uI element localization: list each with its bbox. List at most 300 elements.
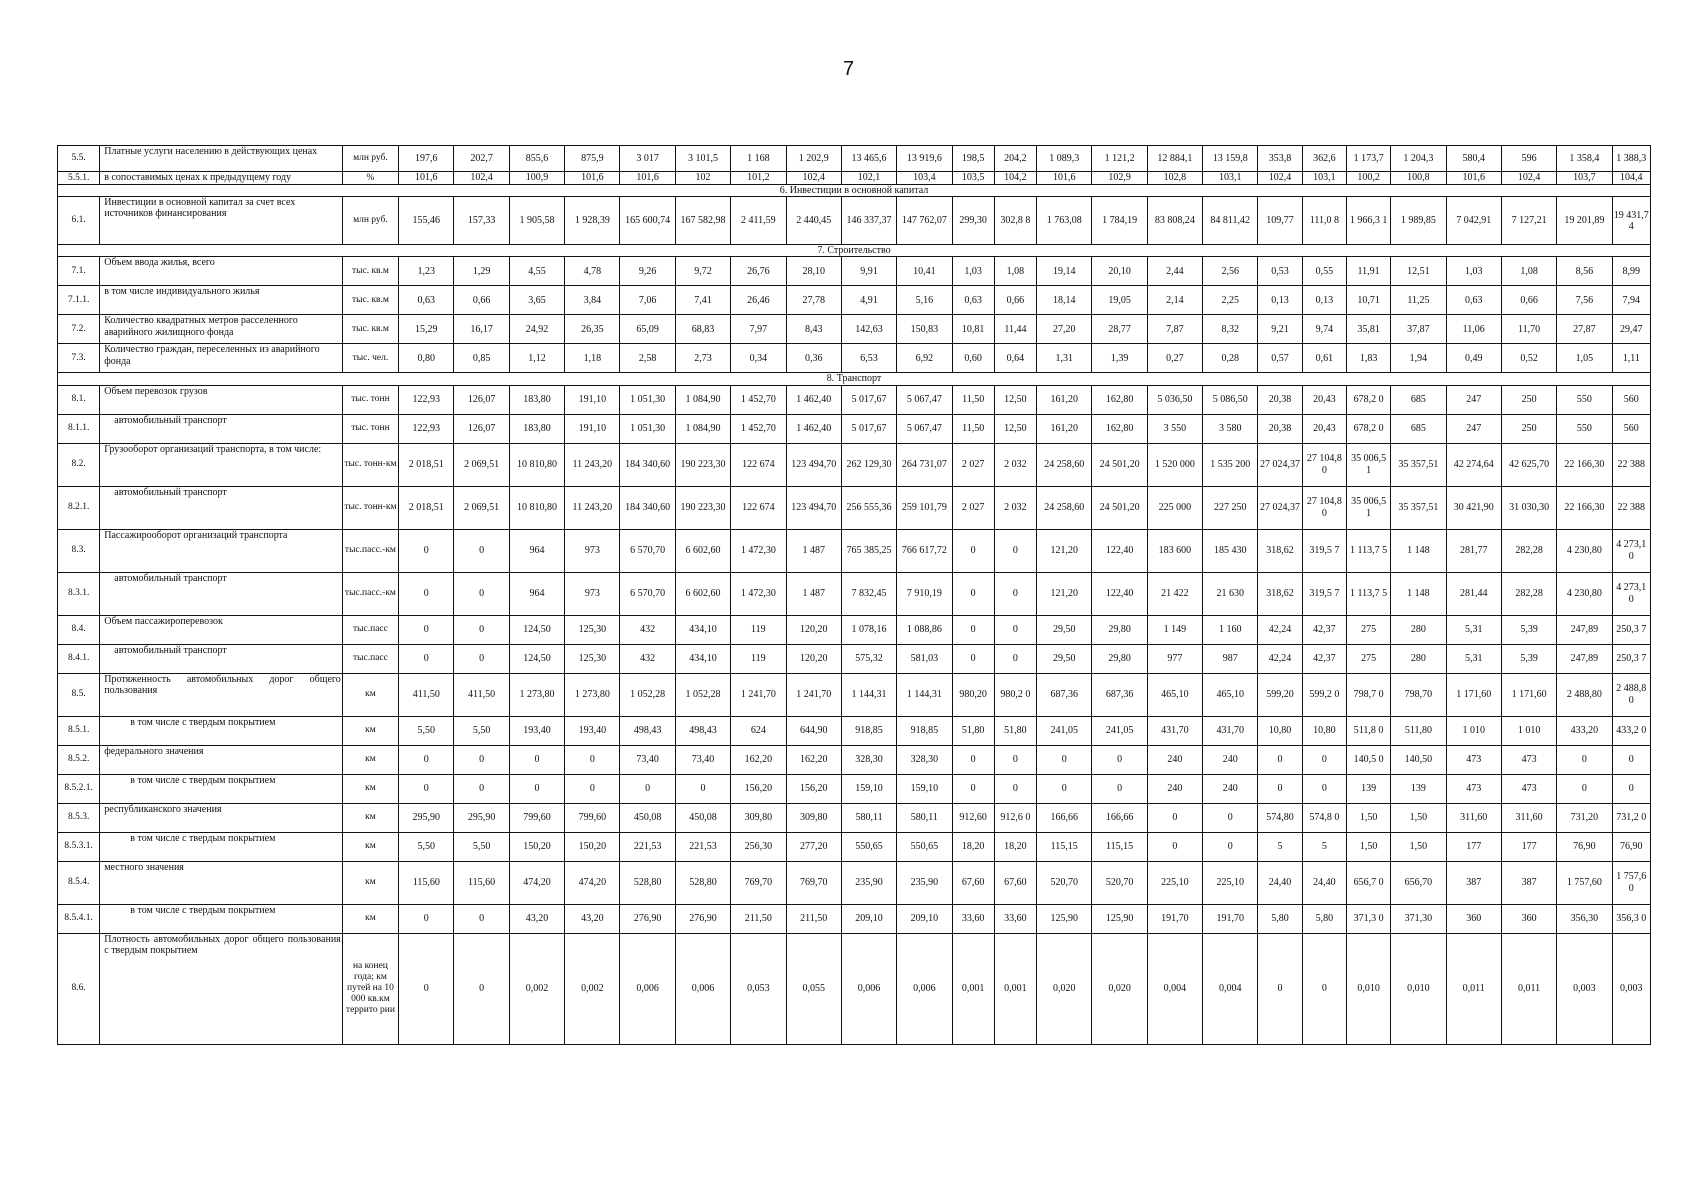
value-cell: 511,80 (1391, 716, 1446, 745)
value-cell: 101,6 (1446, 172, 1501, 185)
value-cell: 76,90 (1557, 832, 1612, 861)
value-cell: 123 494,70 (786, 486, 841, 529)
value-cell: 520,70 (1092, 861, 1147, 904)
value-cell: 1 121,2 (1092, 146, 1147, 172)
value-cell: 142,63 (841, 315, 896, 344)
value-cell: 102,4 (454, 172, 509, 185)
value-cell: 184 340,60 (620, 443, 675, 486)
value-cell: 1 202,9 (786, 146, 841, 172)
row-label: Пассажирооборот организаций транспорта (100, 529, 343, 572)
table-row (58, 197, 1651, 245)
value-cell: 0,57 (1258, 344, 1302, 373)
value-cell: 18,20 (952, 832, 994, 861)
value-cell: 356,3 0 (1612, 904, 1650, 933)
value-cell: 580,11 (897, 803, 952, 832)
value-cell: 27,78 (786, 286, 841, 315)
table-row (58, 286, 1651, 315)
row-unit: тыс.пасс (342, 615, 398, 644)
value-cell: 2 018,51 (399, 486, 454, 529)
value-cell: 120,20 (786, 615, 841, 644)
table-row (58, 745, 1651, 774)
value-cell: 282,28 (1501, 529, 1556, 572)
row-label: Объем ввода жилья, всего (100, 257, 343, 286)
value-cell: 256,30 (731, 832, 786, 861)
value-cell: 20,43 (1302, 414, 1346, 443)
value-cell: 191,70 (1147, 904, 1202, 933)
value-cell: 10,81 (952, 315, 994, 344)
value-cell: 111,0 8 (1302, 197, 1346, 245)
value-cell: 964 (509, 529, 564, 572)
value-cell: 11,25 (1391, 286, 1446, 315)
value-cell: 295,90 (454, 803, 509, 832)
indicators-table (57, 145, 1651, 1045)
value-cell: 0 (509, 745, 564, 774)
value-cell: 319,5 7 (1302, 572, 1346, 615)
value-cell: 139 (1391, 774, 1446, 803)
table-row (58, 146, 1651, 172)
value-cell: 687,36 (1092, 673, 1147, 716)
value-cell: 7,87 (1147, 315, 1202, 344)
row-code: 8.3. (58, 529, 100, 572)
value-cell: 4,78 (565, 257, 620, 286)
value-cell: 42 274,64 (1446, 443, 1501, 486)
row-label: Протяженность автомобильных дорог общего пользования (100, 673, 343, 716)
value-cell: 8,56 (1557, 257, 1612, 286)
value-cell: 912,60 (952, 803, 994, 832)
value-cell: 11,50 (952, 414, 994, 443)
row-unit: км (342, 904, 398, 933)
value-cell: 0 (399, 615, 454, 644)
value-cell: 240 (1203, 774, 1258, 803)
value-cell: 73,40 (620, 745, 675, 774)
value-cell: 1 757,6 0 (1612, 861, 1650, 904)
value-cell: 183,80 (509, 414, 564, 443)
value-cell: 0,64 (994, 344, 1036, 373)
value-cell: 5 086,50 (1203, 385, 1258, 414)
value-cell: 122,40 (1092, 572, 1147, 615)
value-cell: 10,41 (897, 257, 952, 286)
value-cell: 83 808,24 (1147, 197, 1202, 245)
value-cell: 0,13 (1302, 286, 1346, 315)
table-row (58, 861, 1651, 904)
value-cell: 209,10 (897, 904, 952, 933)
value-cell: 1 358,4 (1557, 146, 1612, 172)
value-cell: 473 (1501, 745, 1556, 774)
value-cell: 0 (399, 572, 454, 615)
value-cell: 11 243,20 (565, 443, 620, 486)
value-cell: 1 078,16 (841, 615, 896, 644)
value-cell: 73,40 (675, 745, 730, 774)
value-cell: 125,30 (565, 615, 620, 644)
value-cell: 5,80 (1258, 904, 1302, 933)
value-cell: 18,20 (994, 832, 1036, 861)
value-cell: 875,9 (565, 146, 620, 172)
value-cell: 161,20 (1037, 385, 1092, 414)
value-cell: 1 173,7 (1346, 146, 1390, 172)
value-cell: 411,50 (399, 673, 454, 716)
value-cell: 184 340,60 (620, 486, 675, 529)
value-cell: 0,020 (1037, 933, 1092, 1044)
table-row (58, 486, 1651, 529)
value-cell: 282,28 (1501, 572, 1556, 615)
value-cell: 9,72 (675, 257, 730, 286)
value-cell: 1 144,31 (897, 673, 952, 716)
value-cell: 1 520 000 (1147, 443, 1202, 486)
row-code: 8.5.2. (58, 745, 100, 774)
value-cell: 0 (399, 529, 454, 572)
value-cell: 1,50 (1391, 832, 1446, 861)
value-cell: 221,53 (675, 832, 730, 861)
table-row (58, 716, 1651, 745)
value-cell: 240 (1147, 774, 1202, 803)
value-cell: 0,61 (1302, 344, 1346, 373)
value-cell: 0,53 (1258, 257, 1302, 286)
value-cell: 42,37 (1302, 615, 1346, 644)
value-cell: 225,10 (1147, 861, 1202, 904)
value-cell: 2 032 (994, 443, 1036, 486)
value-cell: 1 144,31 (841, 673, 896, 716)
value-cell: 250 (1501, 385, 1556, 414)
value-cell: 11,06 (1446, 315, 1501, 344)
value-cell: 5,50 (454, 716, 509, 745)
value-cell: 102,1 (841, 172, 896, 185)
value-cell: 3 550 (1147, 414, 1202, 443)
value-cell: 281,77 (1446, 529, 1501, 572)
value-cell: 122,93 (399, 414, 454, 443)
value-cell: 731,20 (1557, 803, 1612, 832)
value-cell: 150,20 (509, 832, 564, 861)
value-cell: 0 (1092, 774, 1147, 803)
value-cell: 276,90 (675, 904, 730, 933)
value-cell: 250,3 7 (1612, 644, 1650, 673)
value-cell: 103,4 (897, 172, 952, 185)
value-cell: 0 (1037, 774, 1092, 803)
value-cell: 35 006,5 1 (1346, 486, 1390, 529)
row-label: Объем пассажироперевозок (100, 615, 343, 644)
table-row (58, 774, 1651, 803)
value-cell: 125,30 (565, 644, 620, 673)
value-cell: 432 (620, 644, 675, 673)
value-cell: 2 027 (952, 486, 994, 529)
value-cell: 33,60 (994, 904, 1036, 933)
value-cell: 2 488,80 (1557, 673, 1612, 716)
value-cell: 35 006,5 1 (1346, 443, 1390, 486)
value-cell: 0,63 (952, 286, 994, 315)
value-cell: 221,53 (620, 832, 675, 861)
value-cell: 26,46 (731, 286, 786, 315)
value-cell: 1,31 (1037, 344, 1092, 373)
value-cell: 125,90 (1037, 904, 1092, 933)
value-cell: 51,80 (952, 716, 994, 745)
value-cell: 5,31 (1446, 615, 1501, 644)
value-cell: 51,80 (994, 716, 1036, 745)
value-cell: 7 910,19 (897, 572, 952, 615)
value-cell: 247 (1446, 385, 1501, 414)
row-label: автомобильный транспорт (100, 572, 343, 615)
value-cell: 281,44 (1446, 572, 1501, 615)
value-cell: 24,92 (509, 315, 564, 344)
value-cell: 0 (454, 644, 509, 673)
value-cell: 0,66 (994, 286, 1036, 315)
value-cell: 27 104,8 0 (1302, 443, 1346, 486)
row-code: 8.1. (58, 385, 100, 414)
value-cell: 5,80 (1302, 904, 1346, 933)
value-cell: 202,7 (454, 146, 509, 172)
value-cell: 0 (952, 644, 994, 673)
value-cell: 167 582,98 (675, 197, 730, 245)
value-cell: 319,5 7 (1302, 529, 1346, 572)
value-cell: 27,87 (1557, 315, 1612, 344)
section-row (58, 185, 1651, 197)
value-cell: 5 067,47 (897, 414, 952, 443)
value-cell: 0,85 (454, 344, 509, 373)
value-cell: 13 159,8 (1203, 146, 1258, 172)
row-unit: тыс.пасс.-км (342, 572, 398, 615)
value-cell: 1 928,39 (565, 197, 620, 245)
table-row (58, 385, 1651, 414)
table-row (58, 315, 1651, 344)
value-cell: 371,30 (1391, 904, 1446, 933)
value-cell: 42,24 (1258, 644, 1302, 673)
value-cell: 0 (399, 774, 454, 803)
value-cell: 2 069,51 (454, 486, 509, 529)
value-cell: 121,20 (1037, 529, 1092, 572)
row-unit: км (342, 673, 398, 716)
page-number: 7 (842, 58, 855, 80)
value-cell: 247,89 (1557, 615, 1612, 644)
value-cell: 0 (1258, 745, 1302, 774)
value-cell: 183,80 (509, 385, 564, 414)
value-cell: 311,60 (1501, 803, 1556, 832)
row-label: Платные услуги населению в действующих ценах (100, 146, 343, 172)
value-cell: 1 148 (1391, 529, 1446, 572)
row-label: в том числе с твердым покрытием (100, 904, 343, 933)
value-cell: 731,2 0 (1612, 803, 1650, 832)
value-cell: 2 018,51 (399, 443, 454, 486)
value-cell: 177 (1446, 832, 1501, 861)
value-cell: 2 069,51 (454, 443, 509, 486)
value-cell: 29,50 (1037, 644, 1092, 673)
row-label: в том числе индивидуального жилья (100, 286, 343, 315)
value-cell: 5,50 (454, 832, 509, 861)
value-cell: 1,18 (565, 344, 620, 373)
value-cell: 0 (1147, 803, 1202, 832)
value-cell: 11 243,20 (565, 486, 620, 529)
value-cell: 20,38 (1258, 385, 1302, 414)
value-cell: 22 166,30 (1557, 486, 1612, 529)
value-cell: 0,010 (1346, 933, 1390, 1044)
table-row (58, 414, 1651, 443)
value-cell: 65,09 (620, 315, 675, 344)
value-cell: 599,2 0 (1302, 673, 1346, 716)
value-cell: 29,80 (1092, 644, 1147, 673)
value-cell: 162,80 (1092, 414, 1147, 443)
value-cell: 311,60 (1446, 803, 1501, 832)
value-cell: 121,20 (1037, 572, 1092, 615)
value-cell: 2 440,45 (786, 197, 841, 245)
value-cell: 191,70 (1203, 904, 1258, 933)
value-cell: 10 810,80 (509, 486, 564, 529)
value-cell: 520,70 (1037, 861, 1092, 904)
value-cell: 150,20 (565, 832, 620, 861)
row-code: 8.2. (58, 443, 100, 486)
value-cell: 2 032 (994, 486, 1036, 529)
value-cell: 434,10 (675, 644, 730, 673)
value-cell: 411,50 (454, 673, 509, 716)
row-label: автомобильный транспорт (100, 486, 343, 529)
value-cell: 276,90 (620, 904, 675, 933)
value-cell: 855,6 (509, 146, 564, 172)
value-cell: 1 452,70 (731, 414, 786, 443)
value-cell: 1 204,3 (1391, 146, 1446, 172)
value-cell: 1 966,3 1 (1346, 197, 1390, 245)
value-cell: 0,63 (399, 286, 454, 315)
value-cell: 6 602,60 (675, 572, 730, 615)
value-cell: 5,39 (1501, 644, 1556, 673)
row-label: Количество квадратных метров расселенного аварийного жилищного фонда (100, 315, 343, 344)
value-cell: 0,66 (1501, 286, 1556, 315)
value-cell: 6 602,60 (675, 529, 730, 572)
value-cell: 0 (399, 904, 454, 933)
value-cell: 0 (454, 572, 509, 615)
value-cell: 21 630 (1203, 572, 1258, 615)
value-cell: 0,28 (1203, 344, 1258, 373)
value-cell: 3 101,5 (675, 146, 730, 172)
value-cell: 19 431,7 4 (1612, 197, 1650, 245)
value-cell: 6,92 (897, 344, 952, 373)
value-cell: 0 (1557, 745, 1612, 774)
value-cell: 918,85 (841, 716, 896, 745)
value-cell: 0,006 (841, 933, 896, 1044)
value-cell: 550 (1557, 385, 1612, 414)
value-cell: 2,73 (675, 344, 730, 373)
value-cell: 0 (994, 745, 1036, 774)
value-cell: 0,13 (1258, 286, 1302, 315)
value-cell: 302,8 8 (994, 197, 1036, 245)
row-code: 7.3. (58, 344, 100, 373)
value-cell: 580,4 (1446, 146, 1501, 172)
value-cell: 574,80 (1258, 803, 1302, 832)
value-cell: 190 223,30 (675, 486, 730, 529)
value-cell: 67,60 (952, 861, 994, 904)
value-cell: 1 148 (1391, 572, 1446, 615)
row-label: Объем перевозок грузов (100, 385, 343, 414)
value-cell: 13 465,6 (841, 146, 896, 172)
value-cell: 42 625,70 (1501, 443, 1556, 486)
row-unit: тыс.пасс.-км (342, 529, 398, 572)
value-cell: 318,62 (1258, 529, 1302, 572)
value-cell: 275 (1346, 644, 1390, 673)
value-cell: 166,66 (1092, 803, 1147, 832)
value-cell: 0,011 (1501, 933, 1556, 1044)
value-cell: 1 084,90 (675, 414, 730, 443)
value-cell: 474,20 (565, 861, 620, 904)
value-cell: 0,52 (1501, 344, 1556, 373)
value-cell: 387 (1501, 861, 1556, 904)
value-cell: 4,55 (509, 257, 564, 286)
value-cell: 115,60 (454, 861, 509, 904)
value-cell: 528,80 (675, 861, 730, 904)
value-cell: 450,08 (620, 803, 675, 832)
table-row (58, 615, 1651, 644)
row-code: 5.5.1. (58, 172, 100, 185)
row-label: федерального значения (100, 745, 343, 774)
value-cell: 262 129,30 (841, 443, 896, 486)
row-label: республиканского значения (100, 803, 343, 832)
value-cell: 9,26 (620, 257, 675, 286)
value-cell: 4 273,1 0 (1612, 572, 1650, 615)
value-cell: 0 (1612, 774, 1650, 803)
row-label: в сопоставимых ценах к предыдущему году (100, 172, 343, 185)
value-cell: 7,94 (1612, 286, 1650, 315)
value-cell: 0,055 (786, 933, 841, 1044)
value-cell: 103,1 (1203, 172, 1258, 185)
value-cell: 575,32 (841, 644, 896, 673)
value-cell: 309,80 (731, 803, 786, 832)
row-code: 8.5. (58, 673, 100, 716)
value-cell: 1,03 (1446, 257, 1501, 286)
value-cell: 68,83 (675, 315, 730, 344)
value-cell: 0 (565, 774, 620, 803)
value-cell: 27 104,8 0 (1302, 486, 1346, 529)
value-cell: 191,10 (565, 385, 620, 414)
value-cell: 18,14 (1037, 286, 1092, 315)
value-cell: 22 166,30 (1557, 443, 1612, 486)
value-cell: 433,20 (1557, 716, 1612, 745)
value-cell: 1 989,85 (1391, 197, 1446, 245)
value-cell: 100,2 (1346, 172, 1390, 185)
value-cell: 433,2 0 (1612, 716, 1650, 745)
value-cell: 259 101,79 (897, 486, 952, 529)
value-cell: 225 000 (1147, 486, 1202, 529)
value-cell: 0 (1258, 933, 1302, 1044)
row-label: автомобильный транспорт (100, 414, 343, 443)
row-code: 7.1.1. (58, 286, 100, 315)
value-cell: 1,08 (994, 257, 1036, 286)
value-cell: 21 422 (1147, 572, 1202, 615)
value-cell: 560 (1612, 414, 1650, 443)
value-cell: 1,83 (1346, 344, 1390, 373)
row-unit: млн руб. (342, 146, 398, 172)
value-cell: 0 (952, 745, 994, 774)
value-cell: 35,81 (1346, 315, 1390, 344)
value-cell: 211,50 (786, 904, 841, 933)
section-title: 7. Строительство (58, 245, 1651, 257)
value-cell: 685 (1391, 385, 1446, 414)
value-cell: 24 501,20 (1092, 486, 1147, 529)
value-cell: 1 462,40 (786, 414, 841, 443)
value-cell: 27 024,37 (1258, 486, 1302, 529)
value-cell: 318,62 (1258, 572, 1302, 615)
value-cell: 139 (1346, 774, 1390, 803)
row-unit: тыс. кв.м (342, 257, 398, 286)
value-cell: 0 (952, 529, 994, 572)
value-cell: 235,90 (897, 861, 952, 904)
value-cell: 124,50 (509, 644, 564, 673)
value-cell: 102,4 (1501, 172, 1556, 185)
section-row (58, 245, 1651, 257)
value-cell: 156,20 (731, 774, 786, 803)
value-cell: 20,10 (1092, 257, 1147, 286)
value-cell: 0 (454, 774, 509, 803)
value-cell: 769,70 (731, 861, 786, 904)
value-cell: 1 273,80 (565, 673, 620, 716)
value-cell: 1 113,7 5 (1346, 572, 1390, 615)
row-code: 5.5. (58, 146, 100, 172)
value-cell: 0,34 (731, 344, 786, 373)
row-label: в том числе с твердым покрытием (100, 716, 343, 745)
value-cell: 10 810,80 (509, 443, 564, 486)
